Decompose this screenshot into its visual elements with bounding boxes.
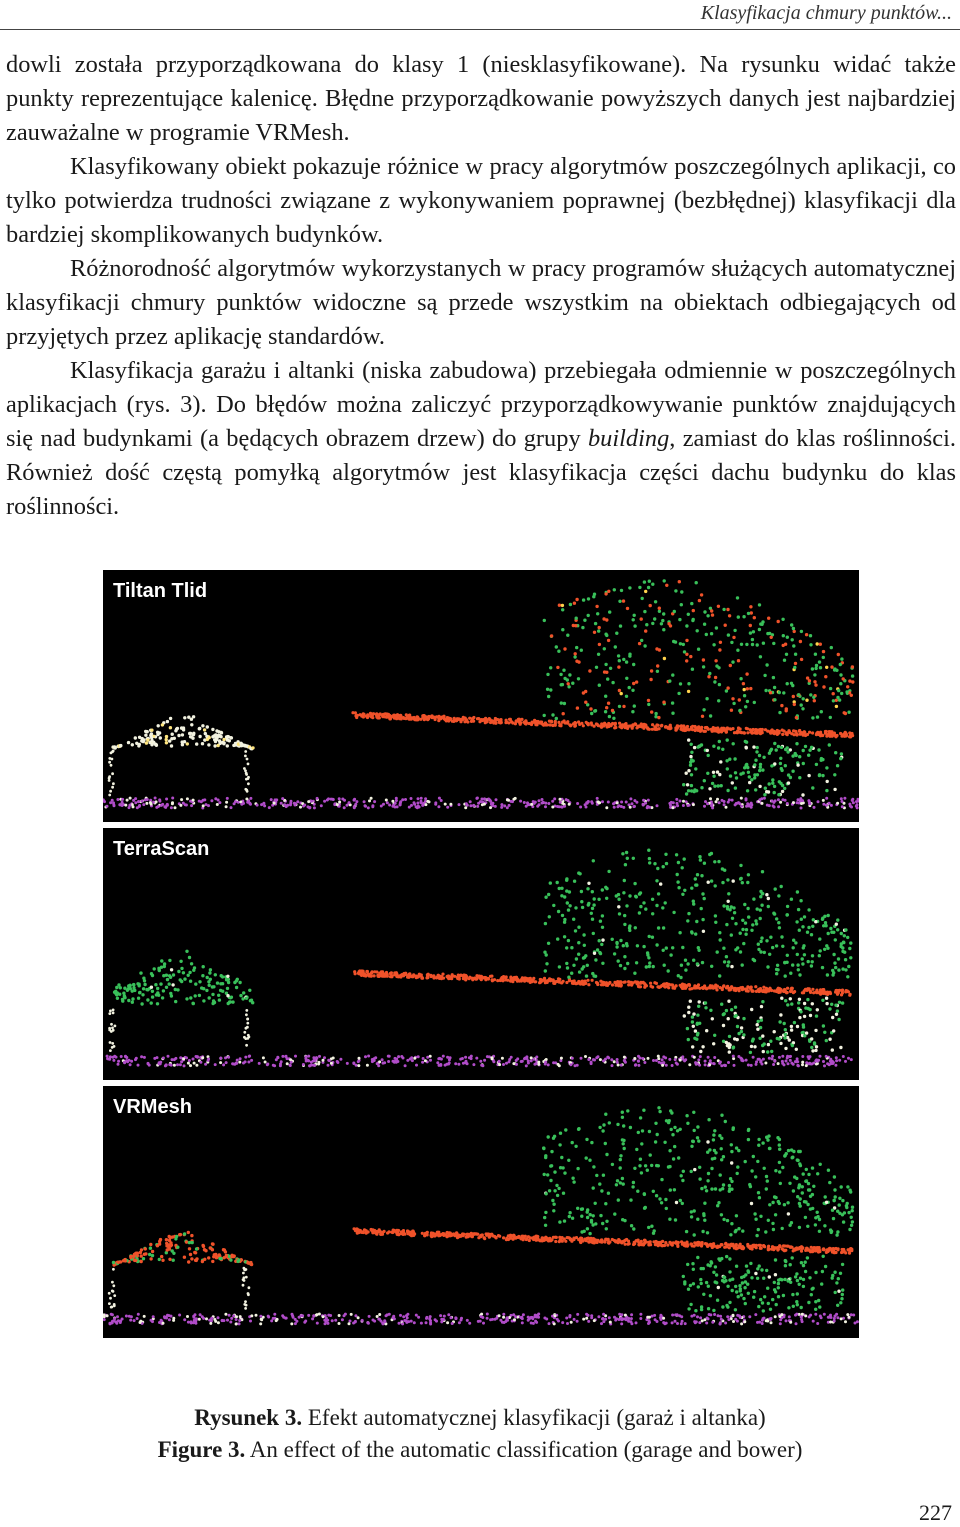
panel-label-tiltan: Tiltan Tlid bbox=[113, 580, 208, 602]
caption-polish-label: Rysunek 3. bbox=[194, 1405, 303, 1430]
panel-label-vrmesh: VRMesh bbox=[113, 1096, 192, 1118]
panel-terrascan bbox=[103, 828, 859, 1080]
body-text bbox=[6, 48, 956, 524]
panel-tiltan bbox=[103, 570, 859, 822]
header-rule bbox=[0, 29, 960, 30]
paragraph-2: Klasyfikowany obiekt pokazuje różnice w pracy algorytmów poszczególnych aplikacji, co tylko potwierdza trudności związane z wykonywaniem poprawnej (bezbłędnej) klasyfikacji dla bardziej skomplikowanych budynków. bbox=[6, 153, 956, 248]
caption-english bbox=[0, 1437, 960, 1463]
point-cloud-vrmesh bbox=[103, 1086, 859, 1338]
figure-3 bbox=[103, 570, 859, 1344]
paragraph-4-italic-term: building bbox=[587, 425, 670, 452]
caption-polish-text: Efekt automatycznej klasyfikacji (garaż i altanka) bbox=[302, 1405, 766, 1430]
paragraph-4-part-1: Klasyfikacja garażu i altanki (niska zabudowa) przebiegała odmiennie w poszczególnych aplikacjach (rys. 3). Do błędów można zaliczyć przyporządkowywanie punktów znajdujących się nad budynkami (a będących obrazem drzew) do grupy bbox=[6, 357, 956, 452]
point-cloud-terrascan bbox=[103, 828, 859, 1080]
paragraph-4-part-2: , zamiast do klas roślinności. Również dość częstą pomyłką algorytmów jest klasyfikacja części dachu budynku do klas roślinności. bbox=[6, 425, 956, 520]
panel-vrmesh bbox=[103, 1086, 859, 1338]
running-title: Klasyfikacja chmury punktów... bbox=[700, 2, 952, 24]
paragraph-3: Różnorodność algorytmów wykorzystanych w pracy programów służących automatycznej klasyfikacji chmury punktów widoczne są przede wszystkim na obiektach odbiegających od przyjętych przez aplikację standardów. bbox=[6, 255, 956, 350]
caption-polish bbox=[0, 1405, 960, 1431]
paragraph-1: dowli została przyporządkowana do klasy 1 (niesklasyfikowane). Na rysunku widać także punkty reprezentujące kalenicę. Błędne przyporządkowanie powyższych danych jest najbardziej zauważalne w programie VRMesh. bbox=[6, 51, 956, 146]
caption-english-label: Figure 3. bbox=[157, 1437, 246, 1462]
point-cloud-tiltan bbox=[103, 570, 859, 822]
caption-english-text: An effect of the automatic classification (garage and bower) bbox=[245, 1437, 803, 1462]
paragraph-4 bbox=[6, 354, 956, 524]
panel-label-terrascan: TerraScan bbox=[113, 838, 210, 860]
page-header bbox=[0, 0, 960, 30]
page-number: 227 bbox=[919, 1500, 952, 1525]
